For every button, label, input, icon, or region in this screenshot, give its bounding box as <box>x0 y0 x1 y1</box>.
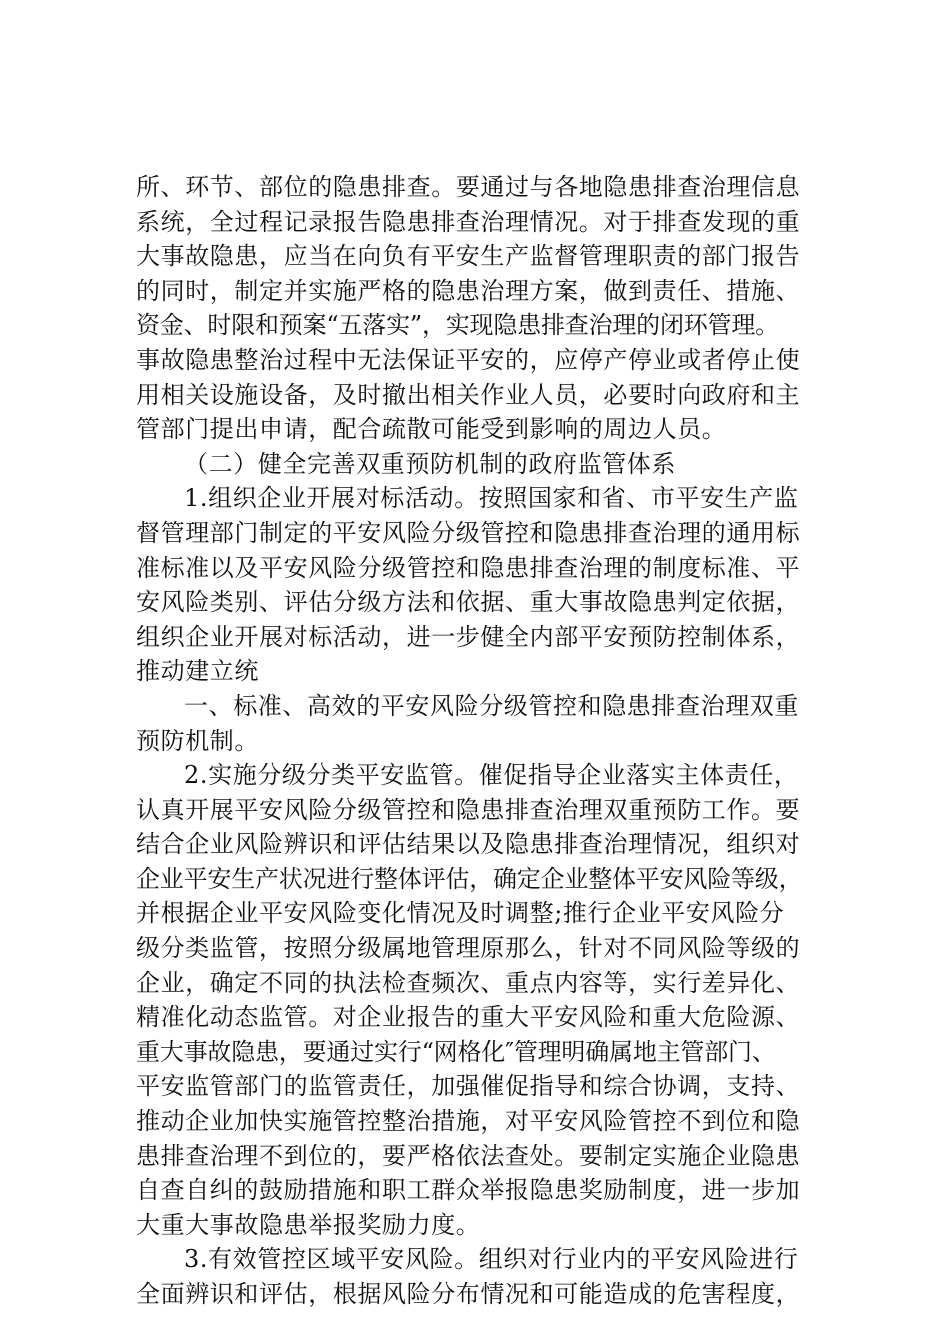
text-line: 资金、时限和预案“五落实”，实现隐患排查治理的闭环管理。 <box>136 311 779 340</box>
text-line: 认真开展平安风险分级管控和隐患排查治理双重预防工作。要 <box>136 795 801 824</box>
text-line: 系统，全过程记录报告隐患排查治理情况。对于排查发现的重 <box>136 207 801 236</box>
text-line: 企业平安生产状况进行整体评估，确定企业整体平安风险等级， <box>136 864 803 893</box>
text-line: 预防机制。 <box>136 726 259 755</box>
text-line: 所、环节、部位的隐患排查。要通过与各地隐患排查治理信息 <box>136 173 801 201</box>
text-line: 自查自纠的鼓励措施和职工群众举报隐患奖励制度，进一步加 <box>136 1176 801 1205</box>
text-line: 大事故隐患，应当在向负有平安生产监督管理职责的部门报告 <box>136 242 801 271</box>
text-line: 安风险类别、评估分级方法和依据、重大事故隐患判定依据， <box>136 588 801 617</box>
text-line: 推动建立统 <box>136 657 259 686</box>
document-body <box>136 170 836 1312</box>
text-line: 平安监管部门的监管责任，加强催促指导和综合协调，支持、 <box>136 1072 801 1101</box>
paragraph-first-line: 一、标准、高效的平安风险分级管控和隐患排查治理双重 <box>184 691 799 720</box>
text-line: 级分类监管，按照分级属地管理原那么，针对不同风险等级的 <box>136 934 801 963</box>
text-line: 重大事故隐患，要通过实行“网格化″管理明确属地主管部门、 <box>136 1037 776 1066</box>
text-line: 企业，确定不同的执法检查频次、重点内容等，实行差异化、 <box>136 968 801 997</box>
paragraph-first-line: 1.组织企业开展对标活动。按照国家和省、市平安生产监 <box>184 484 799 513</box>
section-heading: （二）健全完善双重预防机制的政府监管体系 <box>184 449 676 478</box>
text-line: 并根据企业平安风险变化情况及时调整;推行企业平安风险分 <box>136 899 785 928</box>
text-line: 结合企业风险辨识和评估结果以及隐患排查治理情况，组织对 <box>136 830 801 859</box>
text-line: 管部门提出申请，配合疏散可能受到影响的周边人员。 <box>136 415 727 444</box>
text-line: 事故隐患整治过程中无法保证平安的，应停产停业或者停止使 <box>136 345 801 374</box>
text-line: 精准化动态监管。对企业报告的重大平安风险和重大危险源、 <box>136 1003 801 1032</box>
text-line: 推动企业加快实施管控整治措施，对平安风险管控不到位和隐 <box>136 1107 801 1136</box>
text-line: 大重大事故隐患举报奖励力度。 <box>136 1210 481 1239</box>
paragraph-first-line: 2.实施分级分类平安监管。催促指导企业落实主体责任， <box>184 761 799 790</box>
text-line: 用相关设施设备，及时撤出相关作业人员，必要时向政府和主 <box>136 380 801 409</box>
text-line: 组织企业开展对标活动，进一步健全内部平安预防控制体系， <box>136 622 801 651</box>
text-line: 全面辨识和评估，根据风险分布情况和可能造成的危害程度， <box>136 1280 801 1308</box>
text-line: 准标准以及平安风险分级管控和隐患排查治理的制度标准、平 <box>136 553 801 582</box>
text-line: 督管理部门制定的平安风险分级管控和隐患排查治理的通用标 <box>136 518 801 547</box>
paragraph-first-line: 3.有效管控区域平安风险。组织对行业内的平安风险进行 <box>184 1245 799 1274</box>
text-line: 患排查治理不到位的，要严格依法查处。要制定实施企业隐患 <box>136 1141 801 1170</box>
text-line: 的同时，制定并实施严格的隐患治理方案，做到责任、措施、 <box>136 276 801 305</box>
